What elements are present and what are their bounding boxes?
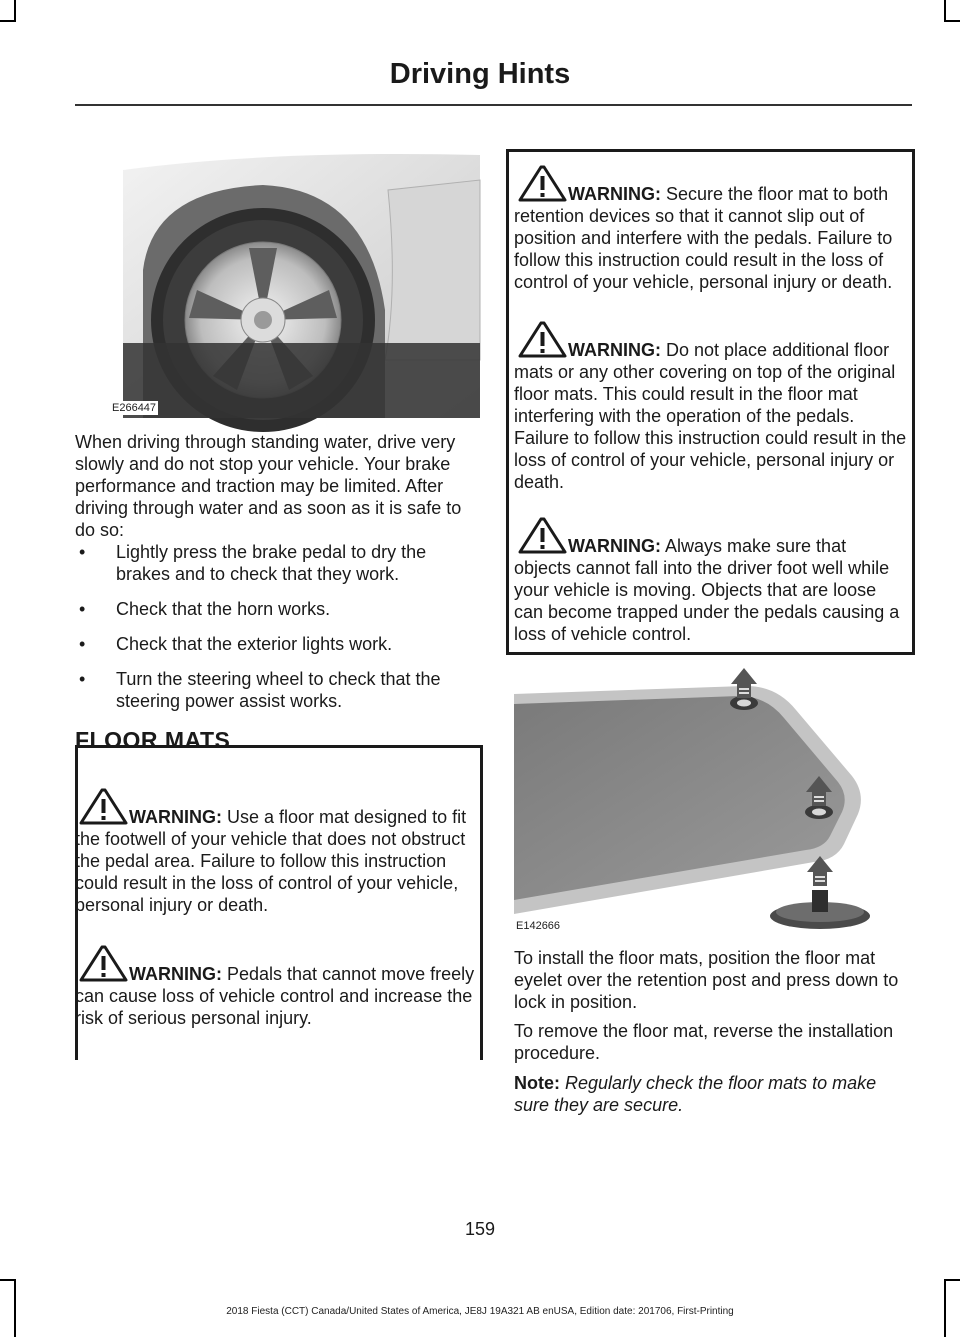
wheel-illustration: [112, 150, 480, 418]
crop-mark-top-right-v: [944, 0, 946, 22]
warning-text: Secure the floor mat to both retention devices so that it cannot slip out of position and interfere with the pedals. Failure to follow this instruction could result in the loss of control of your vehicle, personal injury or death.: [514, 184, 893, 292]
list-item: • Check that the exterior lights work.: [75, 633, 480, 655]
warning-text: Pedals that cannot move freely can cause loss of vehicle control and increase the risk of serious personal injury.: [75, 964, 475, 1028]
figure-id: E266447: [112, 402, 157, 414]
note-paragraph: [514, 1072, 908, 1116]
warning-text: Do not place additional floor mats or any other covering on top of the original floor mats. This could result in the floor mat interfering with the operation of the pedals. Failure to follow this instruction could result in the loss of control of your vehicle, personal injury or death.: [514, 340, 907, 492]
header-divider: [75, 104, 912, 106]
install-paragraph: To install the floor mats, position the floor mat eyelet over the retention post and press down to lock in position.: [514, 948, 899, 1012]
warning-floor-mat-fit: [75, 806, 475, 916]
warning-triangle-icon: [75, 944, 131, 982]
page-number: 159: [464, 1219, 496, 1239]
warning-label: WARNING:: [568, 536, 661, 556]
wheel-in-water-image: [123, 150, 480, 418]
warning-triangle-icon: [514, 516, 570, 554]
footer-edition-info: 2018 Fiesta (CCT) Canada/United States of America, JE8J 19A321 AB enUSA, Edition date: 201706, First-Printing: [226, 1306, 734, 1317]
warning-label: WARNING:: [568, 184, 661, 204]
warning-pedals: [75, 963, 475, 1029]
floor-mat-illustration: [514, 664, 909, 936]
crop-mark-bottom-right-h: [944, 1279, 960, 1281]
crop-mark-top-right-h: [944, 20, 960, 22]
warning-label: WARNING:: [568, 340, 661, 360]
warning-triangle-icon: [514, 164, 570, 202]
section-heading: FLOOR MATS: [75, 727, 231, 753]
crop-mark-bottom-left-h: [0, 1279, 16, 1281]
crop-mark-top-left-h: [0, 20, 16, 22]
note-label: Note:: [514, 1073, 560, 1093]
warning-additional-mats: [514, 339, 908, 493]
after-water-checklist: [75, 541, 480, 725]
warning-text: Always make sure that objects cannot fall into the driver foot well while your vehicle is moving. Objects that are loose can become trapped under the pedals causing a loss of vehicle control.: [514, 536, 900, 644]
warning-label: WARNING:: [129, 964, 222, 984]
standing-water-paragraph: When driving through standing water, drive very slowly and do not stop your vehicle. Your brake performance and traction may be limited. After driving through water and as soon as it is safe to do so:: [75, 432, 462, 540]
page-title: Driving Hints: [389, 58, 571, 90]
crop-mark-top-left-v: [14, 0, 16, 22]
list-item: • Lightly press the brake pedal to dry the brakes and to check that they work.: [75, 541, 480, 585]
note-text: Regularly check the floor mats to make sure they are secure.: [514, 1073, 877, 1115]
warning-loose-objects: [514, 535, 908, 645]
warning-triangle-icon: [514, 320, 570, 358]
warning-label: WARNING:: [129, 807, 222, 827]
warning-text: Use a floor mat designed to fit the footwell of your vehicle that does not obstruct the pedal area. Failure to follow this instruction could result in the loss of control of your vehicle, personal injury or death.: [75, 807, 467, 915]
floor-mat-retention-image: [514, 664, 909, 936]
figure-id: E142666: [516, 920, 561, 932]
remove-paragraph: To remove the floor mat, reverse the installation procedure.: [514, 1021, 894, 1063]
warning-secure-mat: [514, 183, 908, 293]
list-item: • Turn the steering wheel to check that the steering power assist works.: [75, 668, 480, 712]
list-item: • Check that the horn works.: [75, 598, 480, 620]
warning-triangle-icon: [75, 787, 131, 825]
